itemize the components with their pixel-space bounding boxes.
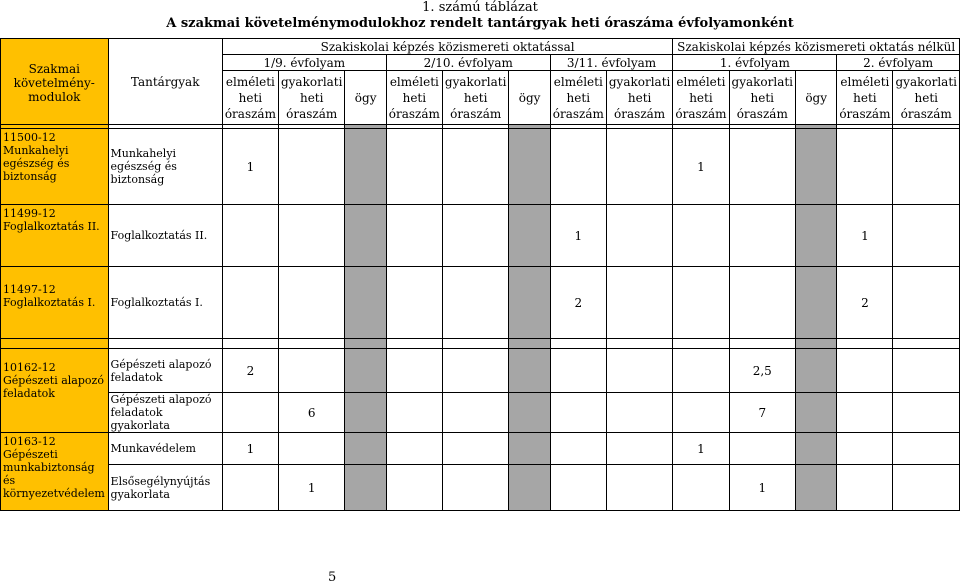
module-cell: 11499-12 Foglalkoztatás II. [1,205,109,267]
subject-cell: Munkahelyi egészség és biztonság [108,129,222,205]
gyakorlati-header: gyakorlati heti óraszám [442,71,509,125]
value-cell: 2 [550,267,606,339]
elmeleti-header: elméleti heti óraszám [222,71,278,125]
subject-cell: Foglalkoztatás II. [108,205,222,267]
value-cell: 2 [837,267,893,339]
table-row [1,129,960,205]
year-header-4: 1. évfolyam [673,55,837,71]
value-cell: 1 [222,129,278,205]
gyakorlati-header: gyakorlati heti óraszám [729,71,796,125]
subject-cell: Gépészeti alapozó feladatok gyakorlata [108,393,222,433]
value-cell: 6 [278,393,345,433]
subject-cell: Foglalkoztatás I. [108,267,222,339]
year-header-1: 1/9. évfolyam [222,55,386,71]
elmeleti-header: elméleti heti óraszám [673,71,729,125]
year-header-5: 2. évfolyam [837,55,960,71]
group-header-1: Szakiskolai képzés közismereti oktatással [222,39,673,55]
value-cell: 1 [278,465,345,511]
page-number: 5 [328,570,337,585]
ogy-header: ögy [345,71,386,125]
value-cell: 1 [673,129,729,205]
value-cell: 2 [222,349,278,393]
value-cell: 7 [729,393,796,433]
value-cell: 1 [222,433,278,465]
value-cell: 1 [729,465,796,511]
module-cell: 11497-12 Foglalkoztatás I. [1,267,109,339]
elmeleti-header: elméleti heti óraszám [837,71,893,125]
gyakorlati-header: gyakorlati heti óraszám [893,71,960,125]
value-cell: 1 [673,433,729,465]
gyakorlati-header: gyakorlati heti óraszám [606,71,673,125]
table-row [1,349,960,393]
group-header-2: Szakiskolai képzés közismereti oktatás nélkül [673,39,960,55]
gyakorlati-header: gyakorlati heti óraszám [278,71,345,125]
table-row [1,465,960,511]
year-header-2: 2/10. évfolyam [386,55,550,71]
module-cell: 10162-12 Gépészeti alapozó feladatok [1,349,109,433]
value-cell: 1 [550,205,606,267]
elmeleti-header: elméleti heti óraszám [386,71,442,125]
subject-cell: Elsősegélynyújtás gyakorlata [108,465,222,511]
module-cell: 11500-12 Munkahelyi egészség és biztonság [1,129,109,205]
module-cell: 10163-12 Gépészeti munkabiztonság és környezetvédelem [1,433,109,511]
table-row [1,267,960,339]
ogy-header: ögy [509,71,550,125]
table-row [1,205,960,267]
subject-cell: Munkavédelem [108,433,222,465]
table-row [1,433,960,465]
value-cell: 2,5 [729,349,796,393]
modules-header: Szakmai követelmény-modulok [1,39,109,125]
table-title: A szakmai követelménymodulokhoz rendelt tantárgyak heti óraszáma évfolyamonként [166,16,794,31]
table-row [1,393,960,433]
subjects-header: Tantárgyak [108,39,222,125]
year-header-3: 3/11. évfolyam [550,55,673,71]
table-caption: 1. számú táblázat [422,0,538,15]
elmeleti-header: elméleti heti óraszám [550,71,606,125]
ogy-header: ögy [796,71,837,125]
value-cell: 1 [837,205,893,267]
subject-cell: Gépészeti alapozó feladatok [108,349,222,393]
curriculum-table [0,38,960,511]
